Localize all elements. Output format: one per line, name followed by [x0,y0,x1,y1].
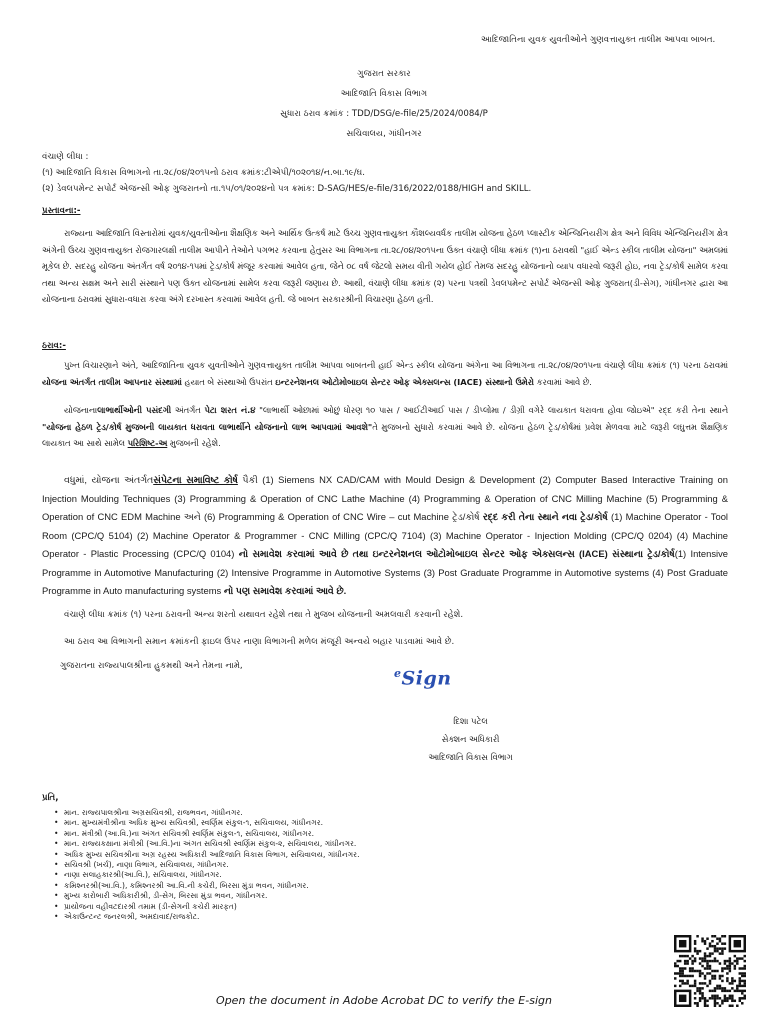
preamble-paragraph: રાજ્યના આદિજાતિ વિસ્તારોમાં યુવક/યુવતીઓના શૈક્ષણિક અને આર્થિક ઉત્કર્ષ માટે ઉચ્ચ ગુણવત્તાયુક્ત કૌશલ્યવર્ધક તાલીમ યોજના હેઠળ પ્લાસ્ટીક એન્જિનિયરીંગ ક્ષેત્ર અને વિવિધ એન્જિનિયરીંગ ક્ષેત્ર અંગેની ઉચ્ચ ગુણવત્તાયુક્ત રોજગારલક્ષી તાલીમ આપીને તેઓને પગભર કરવાના હેતુસર આ વિભાગના તા.૨૮/૦૪/૨૦૧૫ના ઉક્ત વંચાણે લીધા ક્રમાંક (૧)ના ઠરાવથી "હાઈ એન્ડ સ્કીલ તાલીમ યોજના" અમલમાં મૂકેલ છે. સદરહુ યોજના અંતર્ગત વર્ષ ૨૦૧૪-૧૫માં ટ્રેડ/કોર્ષ મંજૂર કરવામાં આવેલ હતા, જેને ૦૮ વર્ષ જેટલો સમય વીતી ગયેલ હોઈ તેમજ સદરહુ યોજનાનો વ્યાપ વધારવો જરૂરી હોઇ, નવા ટ્રેડ/કોર્ષ સામેલ કરવા તથા અન્ય સક્ષમ અને સારી સંસ્થાને પણ ઉક્ત યોજનામાં સામેલ કરવા જરૂરી જણાય છે. આથી, વંચાણે લીધા ક્રમાંક (૨) પરના પત્રથી ડેવલપમેન્ટ સપોર્ટ એજન્સી ઓફ ગુજરાત(ડી-સેગ), ગાંધીનગર દ્વારા આ યોજનાના ઠરાવમાં સુધારા-વધારા કરવા અંગે દરખાસ્ત કરવામાં આવેલ હતી. જે બાબત સરકારશ્રીની વિચારણા હેઠળ હતી. [42,228,728,304]
signatory-name: દિશા પટેલ [453,716,488,726]
header-government: ગુજરાત સરકાર [357,69,411,79]
p3-bold-2: રદ્દ કરી તેના સ્થાને નવા ટ્રેડ/કોર્ષ [482,511,608,522]
p1-bold-2: ઇન્ટરનેશનલ ઓટોમોબાઇલ સેન્ટર ઓફ એક્સલન્સ (IACE) સંસ્થાનો ઉમેરો [275,376,534,387]
list-item: • માન. મુખ્યમંત્રીશ્રીના અધિક મુખ્ય સચિવશ્રી, સ્વર્ણિમ સંકુલ-૧, સચિવાલય, ગાંધીનગર. [54,818,359,828]
resolution-paragraph-4: વંચાણે લીધા ક્રમાંક (૧) પરના ઠરાવની અન્ય શરતો યથાવત રહેશે તથા તે મુજબ યોજનાની અમલવારી કરવાની રહેશે. [64,610,464,620]
resolution-paragraph-3: વધુમાં, યોજના અંતર્ગતસંપેટના સમાવિષ્ટ કોર્ષ પૈકી (1) Siemens NX CAD/CAM with Mould Design & Development (2) Computer Based Interactive Training on Injection Moulding Techniques (3) Programming & Operation of CNC Lathe Machine (4) Programming & Operation of CNC Milling Machine (5) Programming & Operation of CNC EDM Machine અને (6) Programming & Operation of CNC Wire – cut Machine ટ્રેડ/કોર્ષ રદ્દ કરી તેના સ્થાને નવા ટ્રેડ/કોર્ષ (1) Machine Operator - Tool Room (CPC/Q 5104) (2) Machine Operator & Programmer - CNC Milling (CPC/Q 7104) (3) Machine Operator - Injection Molding (CPC/Q 0204) (4) Machine Operator - Plastic Processing (CPC/Q 0104) નો સમાવેશ કરવામાં આવે છે તથા ઇન્ટરનેશનલ ઓટોમોબાઇલ સેન્ટર ઓફ એક્સલન્સ (IACE) સંસ્થાના ટ્રેડ/કોર્ષ(1) Intensive Programme in Automotive Manufacturing (2) Intensive Programme in Automotive Systems (3) Post Graduate Programme in Automotive systems (4) Post Graduate Programme in Auto manufacturing systems નો પણ સમાવેશ કરવામાં આવે છે. [42,474,728,596]
list-item: • અધિક મુખ્ય સચિવશ્રીના અગ્ર રહસ્ય અધિકારી આદિજાતિ વિકાસ વિભાગ, સચિવાલય, ગાંધીનગર. [54,850,359,860]
resolution-paragraph-1: પુખ્ત વિચારણાને અંતે, આદિજાતિના યુવક યુવતીઓને ગુણવત્તાયુક્ત તાલીમ આપવા બાબતની હાઈ એન્ડ સ્કીલ યોજના અંગેના આ વિભાગના તા.૨૮/૦૪/૨૦૧૫ના વંચાણે લીધા ક્રમાંક (૧) પરના ઠરાવમાં યોજના અંતર્ગત તાલીમ આપનાર સંસ્થામાં હયાત બે સંસ્થાઓ ઉપરાંત ઇન્ટરનેશનલ ઓટોમોબાઇલ સેન્ટર ઓફ એક્સલન્સ (IACE) સંસ્થાનો ઉમેરો કરવામાં આવે છે. [42,360,728,387]
p3-bold-4: નો પણ સમાવેશ કરવામાં આવે છે. [223,585,347,596]
esign-mark: $^e$Sign [394,667,452,690]
list-item: • નાણા સલાહકારશ્રી(આ.વિ.), સચિવાલય, ગાંધીનગર. [54,870,359,880]
header-block [0,64,768,144]
p2-bold-1: લાભાર્થીઓની પસંદગી [97,405,172,415]
list-item: • કમિશ્નરશ્રી(આ.વિ.), કમિશ્નરશ્રી આ.વિ.ની કચેરી, બિરસા મુંડા ભવન, ગાંધીનગર. [54,881,359,891]
list-item: • પ્રાયોજના વહીવટદારશ્રી તમામ (ડી-સેગની કચેરી મારફત) [54,902,359,912]
header-resolution-number: સુધારા ઠરાવ ક્રમાંક : TDD/DSG/e-file/25/2024/0084/P [280,109,488,119]
read-item-2: (૨) ડેવલપમેન્ટ સપોર્ટ એજન્સી ઓફ ગુજરાતનો તા.૧૫/૦૧/૨૦૨૪નો પત્ર ક્રમાંક: D-SAG/HES/e-file/316/2022/0188/HIGH and SKILL. [42,184,532,194]
list-item: • માન. મંત્રીશ્રી (આ.વિ.)ના અંગત સચિવશ્રી સ્વર્ણિમ સંકુલ-૧, સચિવાલય, ગાંધીનગર. [54,829,359,839]
header-department: આદિજાતિ વિકાસ વિભાગ [340,89,428,99]
list-item: • માન. રાજ્યકક્ષાના મંત્રીશ્રી (આ.વિ.)ના અંગત સચિવશ્રી સ્વર્ણિમ સંકુલ-૨, સચિવાલય, ગાંધીનગર. [54,839,359,849]
p3-bold-3: નો સમાવેશ કરવામાં આવે છે તથા ઇન્ટરનેશનલ ઓટોમોબાઇલ સેન્ટર ઓફ એક્સલન્સ (IACE) સંસ્થાના ટ્રેડ/કોર્ષ [238,548,675,559]
resolution-paragraph-2: યોજનાનાલાભાર્થીઓની પસંદગી અંતર્ગત પેટા શરત નં.૪ "લાભાર્થી ઓછામાં ઓછું ધોરણ ૧૦ પાસ / આઈટીઆઈ પાસ / ડીપ્લોમા / ડીગ્રી વગેરે લાયકાત ધરાવતા હોવા જોઇએ" રદ્દ કરી તેના સ્થાને "યોજના હેઠળ ટ્રેડ/કોર્ષ મુજબની લાયકાત ધરાવતા લાભાર્થીને યોજનાનો લાભ આપવામાં આવશે"તે મુજબનો સુધારો કરવામાં આવે છે. યોજના હેઠળ ટ્રેડ/કોર્ષમાં પ્રવેશ મેળવવા માટે જરૂરી લઘુત્તમ શૈક્ષણિક લાયકાત આ સાથે સામેલ પરિશિષ્ટ-અ મુજબની રહેશે. [42,405,729,448]
copy-to-label: પ્રતિ, [42,793,59,803]
header-place: સચિવાલય, ગાંધીનગર [346,129,422,139]
resolution-paragraph-6: ગુજરાતના રાજ્યપાલશ્રીના હુકમથી અને તેમના નામે, [60,661,243,671]
list-item: • સચિવશ્રી (ખર્ચ), નાણા વિભાગ, સચિવાલય, ગાંધીનગર. [54,860,359,870]
verify-esign-footer: Open the document in Adobe Acrobat DC to verify the E-sign [216,994,552,1007]
signatory-block [398,712,543,766]
read-item-1: (૧) આદિજાતિ વિકાસ વિભાગનો તા.૨૮/૦૪/૨૦૧૫નો ઠરાવ ક્રમાંક:ટીએપી/૧૦૨૦૧૪/ન.બા.૧૯/ઘ. [42,168,366,178]
p1-bold-1: યોજના અંતર્ગત તાલીમ આપનાર સંસ્થામાં [42,376,182,387]
signatory-designation: સેક્શન અધિકારી [441,734,500,744]
p2-annexure: પરિશિષ્ટ-અ [127,438,168,448]
p2-bold-2: પેટા શરત નં.૪ [204,405,256,415]
preamble-label: પ્રસ્તાવના:- [42,206,81,216]
subject-line: આદિજાતિના યુવક યુવતીઓને ગુણવત્તાયુક્ત તાલીમ આપવા બાબત. [481,35,716,45]
resolution-label: ઠરાવ:- [42,341,66,351]
copy-to-list [54,808,359,922]
list-item: • માન. રાજ્યપાલશ્રીના અગ્રસચિવશ્રી, રાજભવન, ગાંધીનગર. [54,808,359,818]
list-item: • એકાઉન્ટન્ટ જનરલશ્રી, અમદાવાદ/રાજકોટ. [54,912,359,922]
read-label: વંચાણે લીધા : [42,152,89,162]
p2-bold-3: "યોજના હેઠળ ટ્રેડ/કોર્ષ મુજબની લાયકાત ધરાવતા લાભાર્થીને યોજનાનો લાભ આપવામાં આવશે" [42,421,373,432]
resolution-paragraph-5: આ ઠરાવ આ વિભાગની સમાન ક્રમાંકની ફાઇલ ઉપર નાણા વિભાગની મળેલ મંજૂરી અન્વયે બહાર પાડવામાં આવે છે. [64,637,455,647]
signatory-department: આદિજાતિ વિકાસ વિભાગ [428,752,513,762]
list-item: • મુખ્ય કારોબારી અધિકારીશ્રી, ડી-સેગ, બિરસા મુંડા ભવન, ગાંધીનગર. [54,891,359,901]
p3-bold-1: સંપેટના સમાવિષ્ટ કોર્ષ [153,474,238,485]
